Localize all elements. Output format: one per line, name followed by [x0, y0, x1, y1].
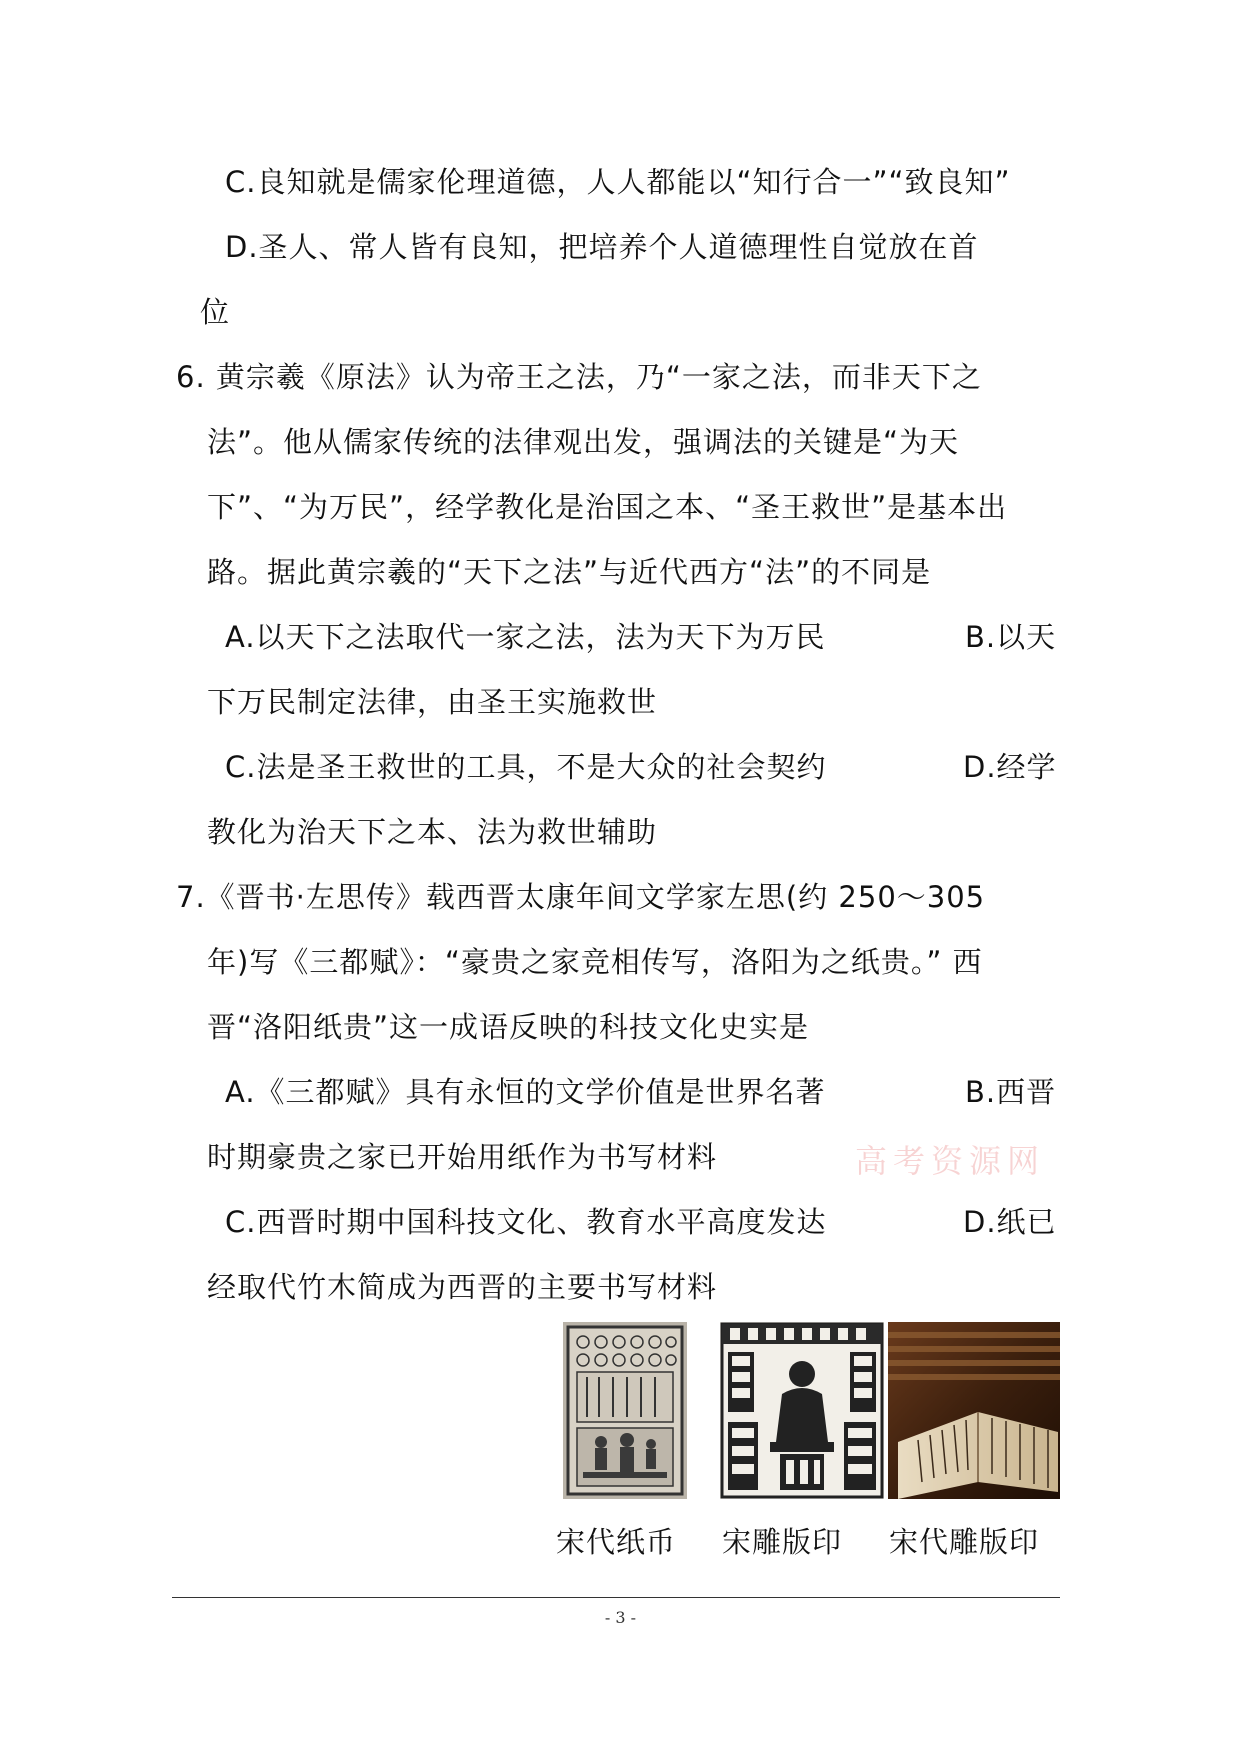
q7-option-c: C.西晋时期中国科技文化、教育水平高度发达 [225, 1205, 827, 1239]
q5-option-d-line1: D.圣人、常人皆有良知，把培养个人道德理性自觉放在首 [225, 230, 979, 264]
page-number: - 3 - [604, 1608, 637, 1627]
q7-option-d-line1: D.纸已 [963, 1205, 1057, 1239]
q6-option-d-line2: 教化为治天下之本、法为救世辅助 [207, 815, 658, 849]
q7-option-b-line1: B.西晋 [965, 1075, 1057, 1109]
q7-stem-line2: 年)写《三都赋》：“豪贵之家竞相传写，洛阳为之纸贵。” 西 [207, 945, 983, 979]
q5-option-c: C.良知就是儒家伦理道德，人人都能以“知行合一”“致良知” [225, 165, 1011, 199]
q7-option-b-line2: 时期豪贵之家已开始用纸作为书写材料 [207, 1140, 718, 1174]
caption-song-printed-book: 宋代雕版印 [889, 1525, 1040, 1559]
q7-option-a: A.《三都赋》具有永恒的文学价值是世界名著 [225, 1075, 826, 1109]
watermark: 高考资源网 [855, 1142, 1046, 1180]
q6-stem-line1: 6. 黄宗羲《原法》认为帝王之法，乃“一家之法，而非天下之 [176, 360, 982, 394]
footer-rule [172, 1597, 1060, 1598]
q6-stem-line4: 路。据此黄宗羲的“天下之法”与近代西方“法”的不同是 [207, 555, 932, 589]
q6-option-b-line1: B.以天 [965, 620, 1057, 654]
caption-song-woodblock-print: 宋雕版印 [722, 1525, 843, 1559]
song-paper-money-image [563, 1322, 687, 1499]
q5-option-d-line2: 位 [200, 295, 231, 329]
q6-option-a: A.以天下之法取代一家之法，法为天下为万民 [225, 620, 826, 654]
q6-option-c: C.法是圣王救世的工具，不是大众的社会契约 [225, 750, 827, 784]
q7-option-d-line2: 经取代竹木简成为西晋的主要书写材料 [207, 1270, 718, 1304]
q6-stem-line2: 法”。他从儒家传统的法律观出发，强调法的关键是“为天 [207, 425, 960, 459]
q6-stem-line3: 下”、“为万民”，经学教化是治国之本、“圣王救世”是基本出 [207, 490, 1008, 524]
song-printed-book-image [888, 1322, 1060, 1499]
q7-stem-line3: 晋“洛阳纸贵”这一成语反映的科技文化史实是 [207, 1010, 810, 1044]
caption-song-paper-money: 宋代纸币 [556, 1525, 677, 1559]
q6-option-d-line1: D.经学 [963, 750, 1057, 784]
song-woodblock-print-image [720, 1322, 884, 1499]
q6-option-b-line2: 下万民制定法律，由圣王实施救世 [207, 685, 658, 719]
q7-stem-line1: 7.《晋书·左思传》载西晋太康年间文学家左思(约 250～305 [176, 880, 986, 914]
